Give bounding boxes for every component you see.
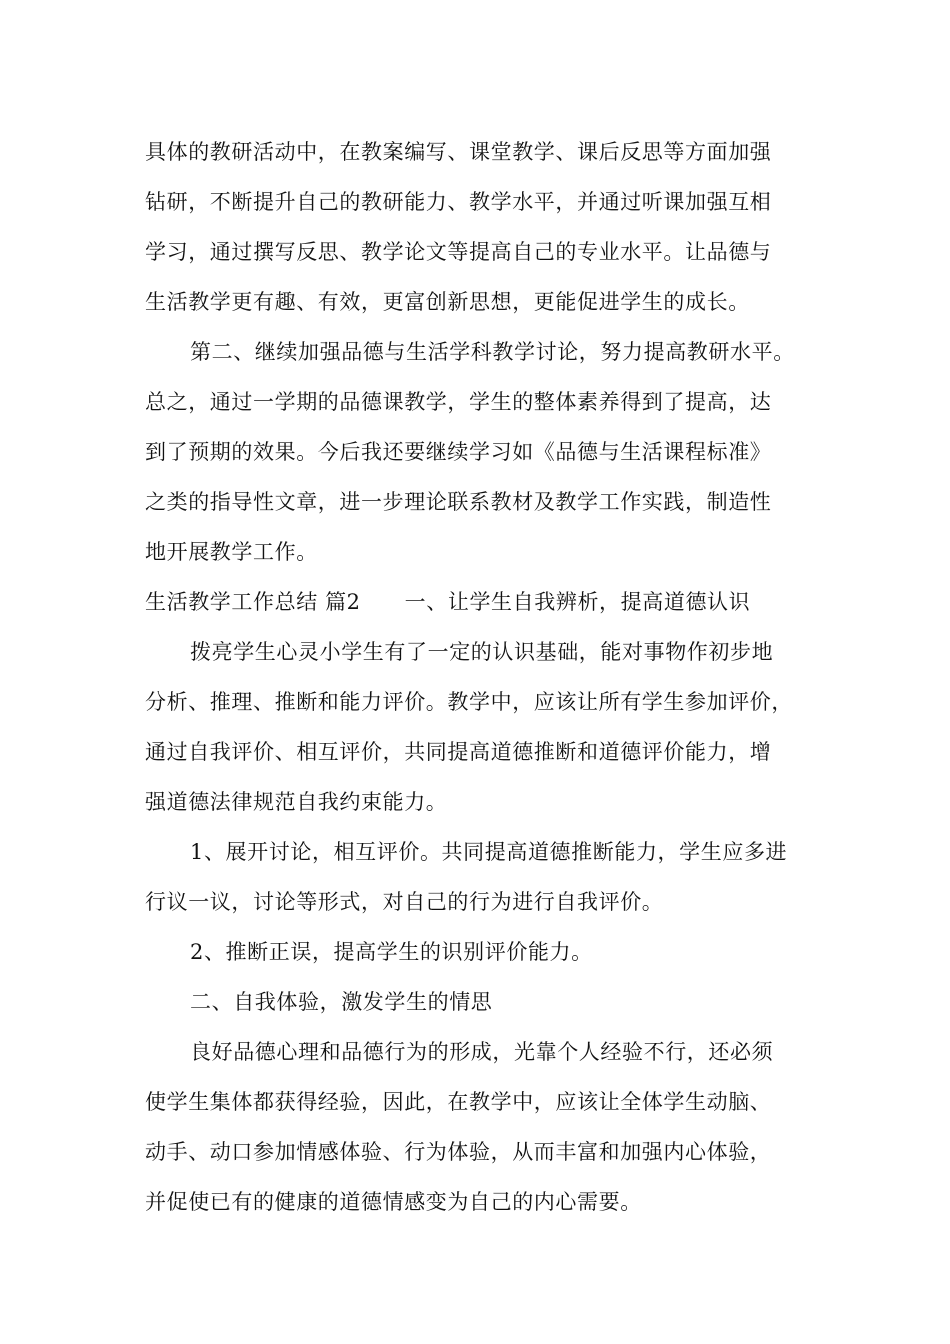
text-line: 二、自我体验，激发学生的情思 [190,990,493,1014]
text-line: 使学生集体都获得经验，因此，在教学中，应该让全体学生动脑、 [145,1090,772,1114]
text-line: 良好品德心理和品德行为的形成，光靠个人经验不行，还必须 [190,1040,774,1064]
text-line: 动手、动口参加情感体验、行为体验，从而丰富和加强内心体验， [145,1140,772,1164]
text-line: 之类的指导性文章，进一步理论联系教材及教学工作实践，制造性 [145,490,772,514]
text-line: 并促使已有的健康的道德情感变为自己的内心需要。 [145,1190,642,1214]
text-line: 2、推断正误，提高学生的识别评价能力。 [190,940,593,964]
text-line: 1、展开讨论，相互评价。共同提高道德推断能力，学生应多进 [190,840,788,864]
text-line: 第二、继续加强品德与生活学科教学讨论，努力提高教研水平。 [190,340,795,364]
section-subtitle: 一、让学生自我辨析，提高道德认识 [404,590,751,614]
text-line: 到了预期的效果。今后我还要继续学习如《品德与生活课程标准》 [145,440,772,464]
text-line: 具体的教研活动中，在教案编写、课堂教学、课后反思等方面加强 [145,140,772,164]
section-title: 生活教学工作总结 篇2 [145,590,361,614]
text-line: 分析、推理、推断和能力评价。教学中，应该让所有学生参加评价， [145,690,793,714]
text-line: 通过自我评价、相互评价，共同提高道德推断和道德评价能力，增 [145,740,772,764]
text-line: 强道德法律规范自我约束能力。 [145,790,448,814]
text-line: 总之，通过一学期的品德课教学，学生的整体素养得到了提高，达 [145,390,772,414]
text-line: 钻研，不断提升自己的教研能力、教学水平，并通过听课加强互相 [145,190,772,214]
text-line: 学习，通过撰写反思、教学论文等提高自己的专业水平。让品德与 [145,240,772,264]
text-line: 地开展教学工作。 [145,540,318,564]
section-heading [145,588,750,616]
text-line: 拨亮学生心灵小学生有了一定的认识基础，能对事物作初步地 [190,640,774,664]
text-line: 行议一议，讨论等形式，对自己的行为进行自我评价。 [145,890,664,914]
text-line: 生活教学更有趣、有效，更富创新思想，更能促进学生的成长。 [145,290,750,314]
